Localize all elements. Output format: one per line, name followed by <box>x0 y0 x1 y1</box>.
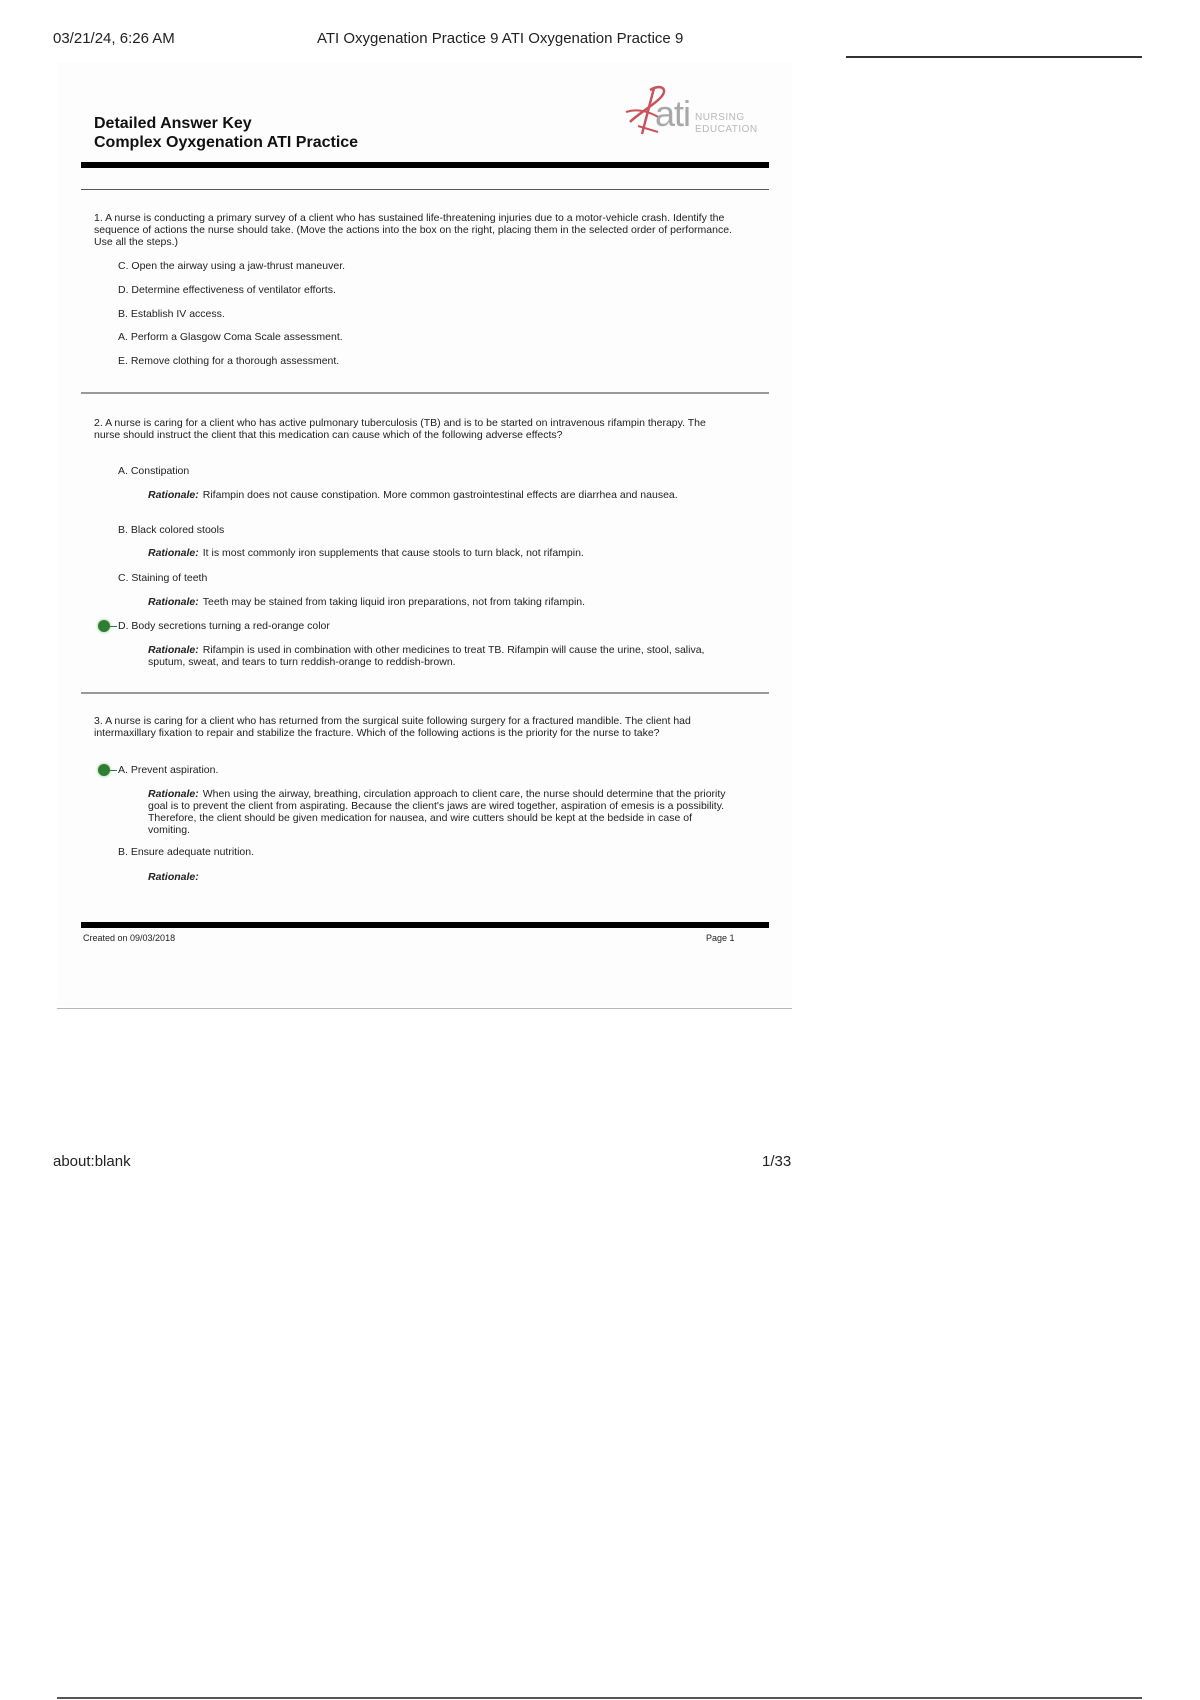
question-3-option-correct <box>118 764 218 776</box>
document-title <box>94 114 358 152</box>
question-divider <box>81 392 769 394</box>
rationale-text: It is most commonly iron supplements that cause stools to turn black, not rifampin. <box>202 547 584 559</box>
print-title: ATI Oxygenation Practice 9 ATI Oxygenation Practice 9 <box>317 30 684 47</box>
rationale <box>148 644 728 668</box>
rationale-label: Rationale: <box>148 596 199 608</box>
print-datetime: 03/21/24, 6:26 AM <box>53 30 175 47</box>
option-letter: D. <box>118 620 129 632</box>
logo-wordmark: ati <box>655 93 691 134</box>
option-text: Perform a Glasgow Coma Scale assessment. <box>130 331 343 343</box>
question-1-option <box>118 331 343 343</box>
print-url: about:blank <box>53 1153 131 1170</box>
option-text: Black colored stools <box>130 524 225 536</box>
logo-subtitle <box>695 112 758 136</box>
rationale-text: Rifampin is used in combination with other medicines to treat TB. Rifampin will cause the urine, stool, saliva, sputum, sweat, and tears to turn reddish-orange to reddish-brown. <box>148 644 705 668</box>
option-letter: B. <box>118 524 128 536</box>
option-letter: B. <box>118 846 128 858</box>
logo-subtitle-line2: EDUCATION <box>695 124 758 135</box>
ati-logo <box>620 82 758 142</box>
rationale-label: Rationale: <box>148 547 199 559</box>
option-letter: A. <box>118 465 128 477</box>
header-divider <box>846 56 1142 58</box>
title-divider-thick <box>81 162 769 168</box>
option-text: Constipation <box>130 465 190 477</box>
document-title-line2: Complex Oyxgenation ATI Practice <box>94 134 359 151</box>
question-1-stem: 1. A nurse is conducting a primary survey of a client who has sustained life-threatening injuries due to a motor-vehicle crash. Identify the sequence of actions the nurse should take. (Move the actions into the box on the right, placing them in the selected order of performance. Use all the steps.) <box>94 212 732 248</box>
question-2-option <box>118 524 224 536</box>
correct-answer-marker-tick <box>109 770 117 771</box>
rationale <box>148 596 728 608</box>
document-title-line1: Detailed Answer Key <box>94 115 252 132</box>
sheet-bottom-divider <box>57 1008 792 1009</box>
question-divider <box>81 692 769 694</box>
option-text: Ensure adequate nutrition. <box>130 846 255 858</box>
option-text: Body secretions turning a red-orange color <box>131 620 330 632</box>
option-text: Open the airway using a jaw-thrust maneuver. <box>131 260 346 272</box>
rationale-label: Rationale: <box>148 788 199 800</box>
option-text: Staining of teeth <box>131 572 208 584</box>
rationale <box>148 489 728 501</box>
footer-divider-thick <box>81 922 769 928</box>
option-letter: D. <box>118 284 129 296</box>
rationale-label: Rationale: <box>148 871 199 883</box>
document-page-number: Page 1 <box>706 933 735 943</box>
question-2-option <box>118 572 207 584</box>
print-page-count: 1/33 <box>762 1153 792 1170</box>
question-2-option <box>118 465 189 477</box>
created-date: Created on 09/03/2018 <box>83 933 176 943</box>
next-page-divider <box>57 1697 1142 1699</box>
question-1-option <box>118 308 225 320</box>
option-letter: A. <box>118 331 128 343</box>
option-text: Establish IV access. <box>130 308 225 320</box>
question-3-option <box>118 846 254 858</box>
option-letter: B. <box>118 308 128 320</box>
option-text: Determine effectiveness of ventilator efforts. <box>131 284 336 296</box>
rationale-text: Teeth may be stained from taking liquid iron preparations, not from taking rifampin. <box>202 596 586 608</box>
option-text: Remove clothing for a thorough assessment. <box>130 355 340 367</box>
rationale <box>148 547 728 559</box>
question-1-option <box>118 260 345 272</box>
option-text: Prevent aspiration. <box>130 764 219 776</box>
option-letter: C. <box>118 572 129 584</box>
option-letter: C. <box>118 260 129 272</box>
question-2-option-correct <box>118 620 330 632</box>
question-3-stem: 3. A nurse is caring for a client who has returned from the surgical suite following surgery for a fractured mandible. The client had intermaxillary fixation to repair and stabilize the fracture. Which of the following actions is the priority for the nurse to take? <box>94 715 691 739</box>
option-letter: E. <box>118 355 128 367</box>
rationale-text: Rifampin does not cause constipation. More common gastrointestinal effects are diarrhea and nausea. <box>202 489 678 501</box>
title-divider-thin <box>81 189 769 190</box>
question-2-stem: 2. A nurse is caring for a client who has active pulmonary tuberculosis (TB) and is to be started on intravenous rifampin therapy. The nurse should instruct the client that this medication can cause which of the following adverse effects? <box>94 417 706 441</box>
rationale <box>148 788 728 836</box>
question-1-option <box>118 355 339 367</box>
correct-answer-marker-tick <box>109 626 117 627</box>
logo-subtitle-line1: NURSING <box>695 112 745 123</box>
rationale-label: Rationale: <box>148 644 199 656</box>
question-1-option <box>118 284 336 296</box>
rationale <box>148 871 728 883</box>
rationale-label: Rationale: <box>148 489 199 501</box>
rationale-text: When using the airway, breathing, circulation approach to client care, the nurse should determine that the priority goal is to prevent the client from aspirating. Because the client's jaws are wired together, aspiration of emesis is a possibility. Therefore, the client should be given medication for nausea, and wire cutters should be kept at the bedside in case of vomiting. <box>148 788 726 836</box>
option-letter: A. <box>118 764 128 776</box>
